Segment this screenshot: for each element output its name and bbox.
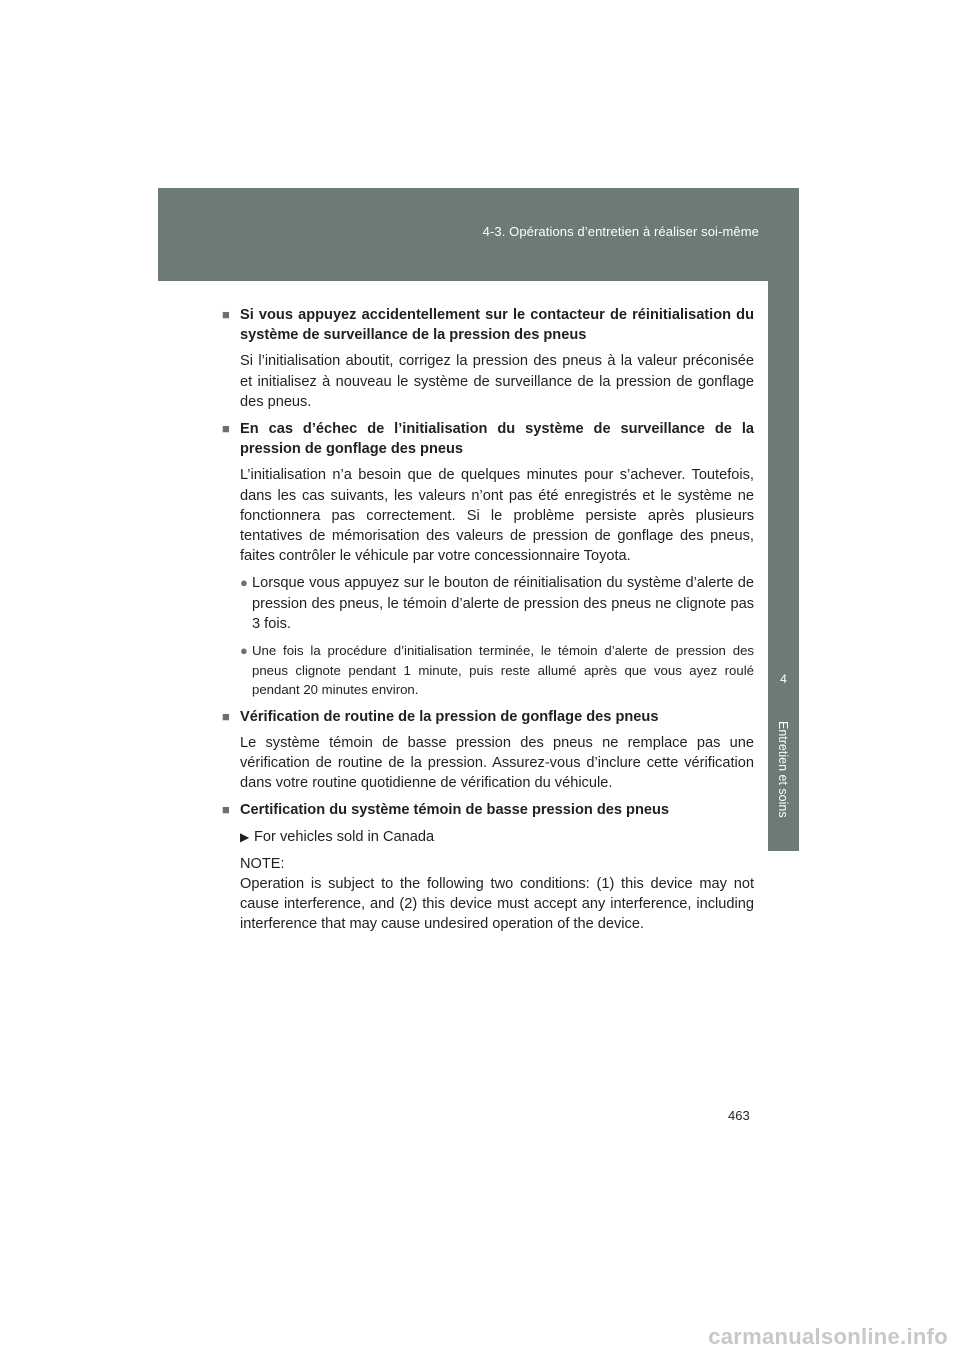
list-item [240, 573, 754, 634]
section-heading [222, 800, 754, 820]
section-heading-text: Vérification de routine de la pression de gonflage des pneus [240, 708, 659, 725]
page-content [222, 305, 754, 935]
arrow-list-item-text: For vehicles sold in Canada [254, 828, 435, 845]
section-heading-text: Certification du système témoin de basse pression des pneus [240, 802, 670, 819]
section-body: L’initialisation n’a besoin que de quelques minutes pour s’achever. Toutefois, dans les cas suivants, les valeurs n’ont pas été enregistrés et le système ne fonctionnera pas correctement. Si le problème persiste après plusieurs tentatives de mémorisation des valeurs de pression de gonflage des pneus, faites contrôler le véhicule par votre concessionnaire Toyota. [240, 467, 754, 565]
section-heading [222, 707, 754, 727]
chapter-header [158, 188, 799, 281]
list-item-text: Lorsque vous appuyez sur le bouton de réinitialisation du système d’alerte de pression des pneus, le témoin d’alerte de pression des pneus ne clignote pas 3 fois. [252, 575, 754, 632]
section-body: Si l’initialisation aboutit, corrigez la pression des pneus à la valeur préconisée et initialisez à nouveau le système de surveillance de la pression de gonflage des pneus. [240, 353, 754, 410]
section-heading [222, 305, 754, 345]
list-item-text: Une fois la procédure d’initialisation terminée, le témoin d’alerte de pression des pneus clignote pendant 1 minute, puis reste allumé après que vous ayez roulé pendant 20 minutes environ. [252, 643, 754, 698]
chapter-side-tab [768, 281, 799, 851]
list-item [240, 641, 754, 700]
section-heading [222, 419, 754, 459]
circle-bullet-icon: ● [240, 575, 248, 591]
circle-bullet-icon: ● [240, 643, 248, 659]
square-bullet-icon: ■ [222, 802, 230, 818]
section-heading-text: En cas d’échec de l’initialisation du système de surveillance de la pression de gonflage des pneus [240, 421, 754, 458]
square-bullet-icon: ■ [222, 307, 230, 322]
chapter-number: 4 [780, 672, 787, 686]
chapter-title: 4-3. Opérations d’entretien à réaliser soi-même [482, 224, 759, 239]
square-bullet-icon: ■ [222, 708, 230, 724]
square-bullet-icon: ■ [222, 421, 230, 437]
triangle-arrow-icon: ▶ [240, 829, 250, 844]
chapter-label: Entretien et soins [776, 721, 790, 818]
note-label: NOTE: [240, 855, 285, 872]
note-text: Operation is subject to the following two conditions: (1) this device may not cause interference, and (2) this device must accept any interference, including interference that may cause undesired operation of the device. [240, 875, 754, 933]
section-heading-text: Si vous appuyez accidentellement sur le contacteur de réinitialisation du système de surveillance de la pression des pneus [240, 307, 754, 344]
watermark: carmanualsonline.info [708, 1324, 948, 1349]
page-number: 463 [728, 1108, 750, 1123]
section-body: Le système témoin de basse pression des pneus ne remplace pas une vérification de routine de la pression. Assurez-vous d’inclure cette vérification dans votre routine quotidienne de vérification du véhicule. [240, 734, 754, 792]
arrow-list-item [240, 827, 754, 847]
